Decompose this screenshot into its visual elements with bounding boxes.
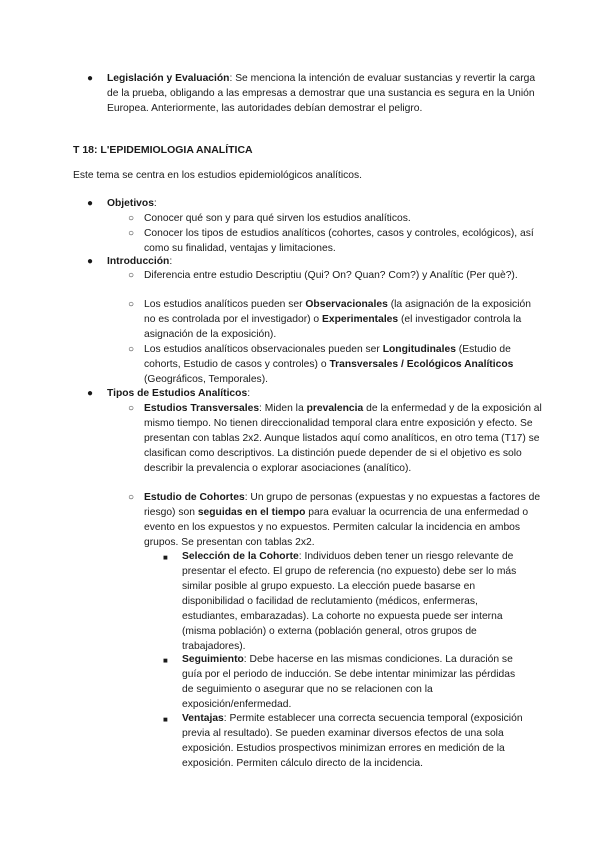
transversales-b: prevalencia — [306, 403, 364, 414]
intro3-a: Los estudios analíticos observacionales pueden ser — [144, 344, 383, 355]
term-legislacion: Legislación y Evaluación — [107, 73, 230, 84]
text-seleccion: : Individuos deben tener un riesgo relevante de presentar el efecto. El grupo de referencia (no expuesto) debe ser lo más similar posible al grupo expuesto. La elección puede basarse en disponibilidad o facilidad de reclutamiento (médicos, enfermeras, estudiantes, embarazadas). La cohorte no expuesta puede ser interna (misma población) o externa (población general, otros grupos de trabajadores). — [182, 551, 517, 652]
objetivo-item-2: Conocer los tipos de estudios analíticos (cohortes, casos y controles, ecológicos), así como su finalidad, ventajas y limitaciones. — [144, 228, 534, 254]
text-seguimiento: : Debe hacerse en las mismas condiciones. La duración se guía por el periodo de inducción. Se debe intentar minimizar las pérdidas de seguimiento o asegurar que no se relacionen con la exposición/enfermedad. — [182, 654, 516, 710]
term-ventajas: Ventajas — [182, 713, 224, 724]
colon-objetivos: : — [153, 198, 157, 209]
objetivo-item-1: Conocer qué son y para qué sirven los estudios analíticos. — [144, 213, 411, 224]
term-transversales: Estudios Transversales — [144, 403, 260, 414]
heading-objetivos — [107, 196, 547, 211]
bullet-legislacion: ● — [87, 73, 94, 84]
term-introduccion: Introducción — [107, 256, 170, 267]
section-intro: Este tema se centra en los estudios epidemiológicos analíticos. — [73, 170, 363, 181]
text-legislacion: : Se menciona la intención de evaluar sustancias y revertir la carga de la prueba, obligando a las empresas a demostrar que una sustancia es segura en la Unión Europea. Anteriormente, las autoridades debían demostrar el peligro. — [107, 73, 536, 114]
term-seleccion: Selección de la Cohorte — [182, 551, 299, 562]
bullet-seleccion: ■ — [163, 553, 168, 562]
heading-tipos — [107, 386, 547, 401]
term-seguimiento: Seguimiento — [182, 654, 244, 665]
bullet-seguimiento: ■ — [163, 656, 168, 665]
bullet-objetivo-1: ○ — [128, 213, 135, 224]
item-ventajas — [182, 711, 527, 771]
bullet-intro-2: ○ — [128, 299, 135, 310]
item-legislacion — [107, 71, 547, 116]
item-cohortes — [144, 490, 544, 550]
intro-item-1: Diferencia entre estudio Descriptiu (Qui? On? Quan? Com?) y Analític (Per què?). — [144, 270, 518, 281]
intro3-c: (Estudio de cohorts, Estudio de casos y controles) o — [144, 344, 511, 370]
intro2-b: Observacionales — [305, 299, 388, 310]
bullet-introduccion: ● — [87, 256, 94, 267]
intro2-a: Los estudios analíticos pueden ser — [144, 299, 306, 310]
colon-introduccion: : — [169, 256, 173, 267]
transversales-c: de la enfermedad y de la exposición al mismo tiempo. No tienen direccionalidad temporal clara entre exposición y efecto. Se presentan con tablas 2x2. Aunque listados aquí como analíticos, en otro tema (T17) se clasifican como descriptivos. La distinción puede depender de si el objetivo es solo describir la prevalencia o explorar asociaciones (analítico). — [144, 403, 542, 474]
transversales-a: : Miden la — [259, 403, 307, 414]
cohortes-a: : Un grupo de personas (expuestas y no expuestas a factores de riesgo) son — [144, 492, 541, 518]
term-objetivos: Objetivos — [107, 198, 154, 209]
bullet-transversales: ○ — [128, 403, 135, 414]
term-cohortes: Estudio de Cohortes — [144, 492, 245, 503]
intro2-e: (el investigador controla la asignación de la exposición). — [144, 314, 522, 340]
section-title: T 18: L'EPIDEMIOLOGIA ANALÍTICA — [73, 144, 253, 156]
intro3-b: Longitudinales — [382, 344, 456, 355]
bullet-tipos: ● — [87, 388, 94, 399]
item-seguimiento — [182, 652, 527, 712]
heading-introduccion — [107, 254, 547, 269]
intro-item-3 — [144, 342, 544, 387]
term-tipos: Tipos de Estudios Analíticos — [107, 388, 248, 399]
item-transversales — [144, 401, 544, 476]
intro2-c: (la asignación de la exposición no es controlada por el investigador) o — [144, 299, 531, 325]
cohortes-c: para evaluar la ocurrencia de una enfermedad o evento en los expuestos y no expuestos. Permiten calcular la incidencia en ambos grupos. Se presentan con tablas 2x2. — [144, 507, 529, 548]
text-ventajas: : Permite establecer una correcta secuencia temporal (exposición previa al resultado). Se pueden examinar diversos efectos de una sola exposición. Estudios prospectivos minimizan errores en medición de la exposición. Permiten cálculo directo de la incidencia. — [182, 713, 523, 769]
intro3-e: (Geográficos, Temporales). — [144, 374, 268, 385]
intro3-d: Transversales / Ecológicos Analíticos — [329, 359, 514, 370]
bullet-objetivos: ● — [87, 198, 94, 209]
bullet-objetivo-2: ○ — [128, 228, 135, 239]
bullet-intro-3: ○ — [128, 344, 135, 355]
cohortes-b: seguidas en el tiempo — [197, 507, 306, 518]
bullet-cohortes: ○ — [128, 492, 135, 503]
bullet-ventajas: ■ — [163, 715, 168, 724]
colon-tipos: : — [247, 388, 251, 399]
intro2-d: Experimentales — [322, 314, 399, 325]
item-seleccion — [182, 549, 527, 654]
intro-item-2 — [144, 297, 544, 342]
bullet-intro-1: ○ — [128, 270, 135, 281]
